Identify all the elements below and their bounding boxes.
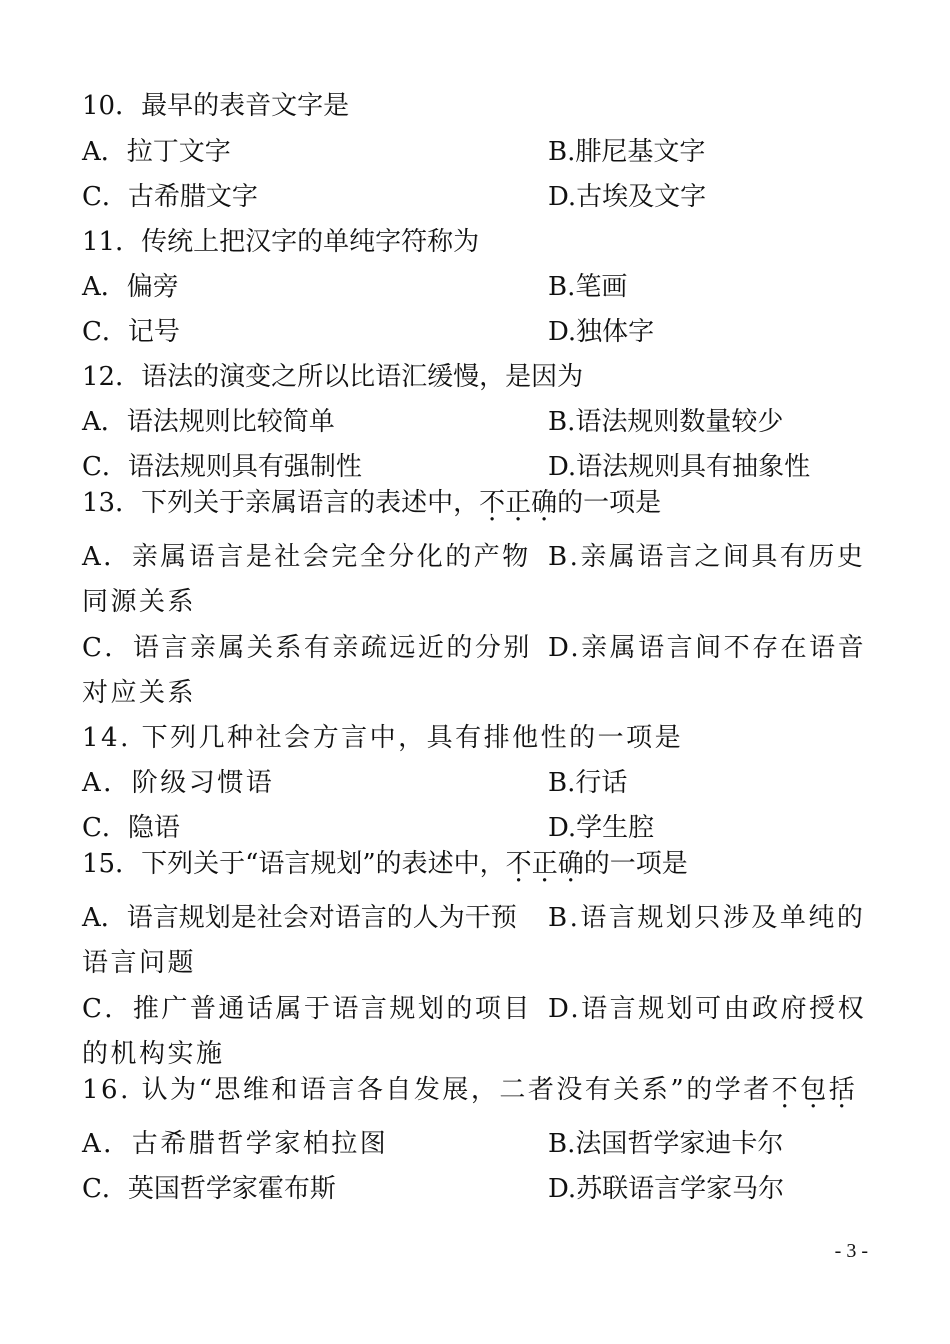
q16-emph-char: 括 xyxy=(828,1075,858,1105)
q12-option-d: D.语法规则具有抽象性 xyxy=(548,452,811,482)
q16-option-a: A．古希腊哲学家柏拉图 xyxy=(82,1129,389,1159)
q15-emph-char: 正 xyxy=(531,849,558,879)
q13-emph-char: 正 xyxy=(505,488,532,518)
q12-option-a: A．语法规则比较简单 xyxy=(82,407,335,437)
q16-option-d: D.苏联语言学家马尔 xyxy=(548,1174,785,1204)
q12-option-b: B.语法规则数量较少 xyxy=(548,407,784,437)
q10-option-b: B.腓尼基文字 xyxy=(548,137,706,167)
page-number: - 3 - xyxy=(834,1240,868,1262)
q10-stem: 10．最早的表音文字是 xyxy=(82,91,350,121)
q13-option-a: A．亲属语言是社会完全分化的产物 xyxy=(82,542,531,572)
q13-option-d-continued: 对应关系 xyxy=(82,678,197,708)
q16-emph-char: 包 xyxy=(800,1075,829,1105)
q13-option-c: C．语言亲属关系有亲疏远近的分别 xyxy=(82,633,532,663)
q10-option-d: D.古埃及文字 xyxy=(548,182,707,212)
q13-emph-char: 不 xyxy=(479,488,506,518)
q14-stem: 14. 下列几种社会方言中，具有排他性的一项是 xyxy=(82,723,684,753)
q15-stem-post: 的一项是 xyxy=(583,849,688,879)
q14-option-b: B.行话 xyxy=(548,768,628,798)
q15-stem xyxy=(82,848,688,880)
q16-stem xyxy=(82,1074,857,1106)
q11-option-c: C．记号 xyxy=(82,317,180,347)
q12-option-c: C．语法规则具有强制性 xyxy=(82,452,362,482)
q15-emph-char: 不 xyxy=(505,849,532,879)
q12-stem: 12．语法的演变之所以比语汇缓慢，是因为 xyxy=(82,362,584,392)
q15-option-a: A．语言规划是社会对语言的人为干预 xyxy=(82,903,517,933)
q14-option-d: D.学生腔 xyxy=(548,813,655,843)
q13-option-b-continued: 同源关系 xyxy=(82,587,197,617)
q13-option-b: B.亲属语言之间具有历史 xyxy=(548,542,866,572)
q13-stem xyxy=(82,487,661,519)
q11-option-a: A．偏旁 xyxy=(82,272,179,302)
q13-emph-char: 确 xyxy=(531,488,558,518)
q10-option-a: A．拉丁文字 xyxy=(82,137,231,167)
q16-option-c: C．英国哲学家霍布斯 xyxy=(82,1174,336,1204)
q15-emph-char: 确 xyxy=(557,849,584,879)
q13-stem-pre: 13．下列关于亲属语言的表述中， xyxy=(82,488,480,518)
q11-option-d: D.独体字 xyxy=(548,317,655,347)
q15-option-d-continued: 的机构实施 xyxy=(82,1039,225,1069)
q13-stem-post: 的一项是 xyxy=(557,488,662,518)
q13-option-d: D.亲属语言间不存在语音 xyxy=(548,633,867,663)
q16-stem-pre: 16. 认为“思维和语言各自发展，二者没有关系”的学者 xyxy=(82,1075,772,1105)
q14-option-c: C．隐语 xyxy=(82,813,180,843)
q11-stem: 11．传统上把汉字的单纯字符称为 xyxy=(82,227,480,257)
q15-option-c: C．推广普通话属于语言规划的项目 xyxy=(82,994,532,1024)
q14-option-a: A．阶级习惯语 xyxy=(82,768,275,798)
q15-option-b-continued: 语言问题 xyxy=(82,948,197,978)
q15-stem-pre: 15．下列关于“语言规划”的表述中， xyxy=(82,849,506,879)
q11-option-b: B.笔画 xyxy=(548,272,628,302)
q16-option-b: B.法国哲学家迪卡尔 xyxy=(548,1129,784,1159)
q16-emph-char: 不 xyxy=(771,1075,801,1105)
q15-option-b: B.语言规划只涉及单纯的 xyxy=(548,903,866,933)
q15-option-d: D.语言规划可由政府授权 xyxy=(548,994,867,1024)
q10-option-c: C．古希腊文字 xyxy=(82,182,258,212)
